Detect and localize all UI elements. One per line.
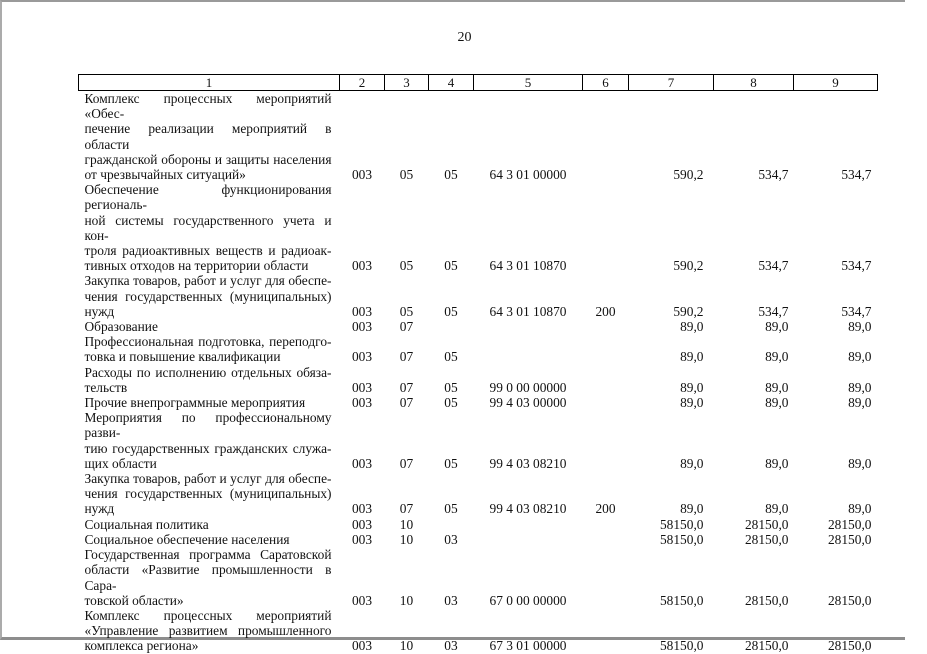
cell-amount-col9: 89,0: [848, 349, 872, 365]
cell-target-article: 99 4 03 08210: [489, 455, 567, 471]
cell-expense-type: [583, 517, 629, 532]
expense-name-line: Государственная программа Саратовской: [84, 547, 332, 563]
cell-target-article: [474, 334, 583, 364]
cell-amount-col8: 534,7: [758, 167, 789, 183]
table-row: [79, 517, 878, 532]
page-number: 20: [457, 30, 472, 45]
expense-name-line: Расходы по исполнению отдельных обяза-: [84, 364, 332, 380]
cell-grbs-code: 003: [351, 167, 373, 183]
expense-name-line: тию государственных гражданских служа-: [84, 440, 332, 456]
expense-name-line: товской области»: [84, 592, 184, 608]
cell-amount-col9: 89,0: [848, 395, 872, 411]
table-row: [79, 471, 878, 517]
expense-name-line: нужд: [84, 303, 115, 319]
table-row: [79, 410, 878, 471]
table-header-row: [79, 75, 878, 91]
column-header-1: 1: [79, 75, 340, 91]
cell-expense-name: [79, 471, 340, 517]
column-header-9: 9: [794, 75, 878, 91]
cell-subsection-code: 05: [444, 395, 458, 411]
cell-grbs-code: 003: [351, 592, 373, 608]
cell-expense-type: [583, 547, 629, 608]
table-row: [79, 608, 878, 654]
expense-name-line: комплекса региона»: [84, 638, 199, 654]
cell-expense-name: [79, 319, 340, 334]
cell-expense-type: [583, 532, 629, 547]
expense-name-line: нужд: [84, 501, 115, 517]
cell-amount-col8: 28150,0: [744, 531, 789, 547]
cell-amount-col9: 89,0: [848, 455, 872, 471]
expense-name-line: Комплекс процессных мероприятий: [84, 607, 332, 623]
cell-amount-col7: 590,2: [673, 303, 704, 319]
cell-section-code: 10: [399, 592, 414, 608]
cell-section-code: 07: [399, 349, 414, 365]
expense-name-line: «Управление развитием промышленного: [84, 623, 332, 639]
cell-grbs-code: 003: [351, 516, 373, 532]
cell-amount-col9: 534,7: [841, 167, 872, 183]
cell-subsection-code: 03: [444, 592, 458, 608]
expense-name-line: Социальная политика: [84, 516, 209, 532]
cell-amount-col7: 89,0: [680, 395, 704, 411]
column-header-5: 5: [474, 75, 583, 91]
cell-expense-name: [79, 182, 340, 273]
cell-grbs-code: 003: [351, 303, 373, 319]
cell-amount-col7: 89,0: [680, 455, 704, 471]
column-header-6: 6: [583, 75, 629, 91]
expense-name-line: тивных отходов на территории области: [84, 258, 309, 274]
table-row: [79, 319, 878, 334]
cell-target-article: [474, 319, 583, 334]
cell-section-code: 07: [399, 395, 414, 411]
cell-grbs-code: 003: [351, 379, 373, 395]
cell-amount-col7: 58150,0: [659, 638, 704, 654]
cell-target-article: 99 4 03 00000: [489, 395, 567, 411]
cell-subsection-code: 05: [444, 455, 458, 471]
table-header: [79, 75, 878, 91]
cell-amount-col9: 28150,0: [827, 516, 872, 532]
cell-expense-type: [583, 608, 629, 654]
expense-name-line: Мероприятия по профессиональному разви-: [84, 410, 332, 441]
cell-expense-type: 200: [595, 303, 616, 319]
cell-grbs-code: 003: [351, 455, 373, 471]
table-row: [79, 395, 878, 410]
cell-subsection-code: 05: [444, 379, 458, 395]
expense-name-line: Профессиональная подготовка, переподго-: [84, 334, 332, 350]
expense-name-line: щих области: [84, 455, 157, 471]
table-row: [79, 334, 878, 364]
cell-expense-type: [583, 365, 629, 395]
cell-expense-type: [583, 182, 629, 273]
table-row: [79, 547, 878, 608]
budget-table: [78, 74, 878, 654]
cell-subsection-code: [429, 517, 474, 532]
cell-section-code: 07: [399, 501, 414, 517]
cell-amount-col7: 58150,0: [659, 592, 704, 608]
table-row: [79, 182, 878, 273]
expense-name-line: ной системы государственного учета и кон-: [84, 212, 332, 243]
cell-amount-col7: 590,2: [673, 258, 704, 274]
cell-expense-name: [79, 91, 340, 183]
table-row: [79, 365, 878, 395]
cell-amount-col9: 534,7: [841, 258, 872, 274]
cell-amount-col7: 89,0: [680, 501, 704, 517]
cell-subsection-code: 03: [444, 531, 458, 547]
cell-amount-col7: 89,0: [680, 319, 704, 335]
expense-name-line: печение реализации мероприятий в области: [84, 121, 332, 152]
cell-amount-col8: 89,0: [765, 501, 789, 517]
cell-expense-type: 200: [595, 501, 616, 517]
cell-subsection-code: 05: [444, 167, 458, 183]
cell-section-code: 10: [399, 516, 414, 532]
cell-amount-col8: 28150,0: [744, 638, 789, 654]
cell-expense-name: [79, 365, 340, 395]
cell-section-code: 05: [399, 303, 414, 319]
expense-name-line: Образование: [84, 319, 158, 335]
cell-amount-col8: 534,7: [758, 303, 789, 319]
cell-section-code: 07: [399, 379, 414, 395]
cell-expense-name: [79, 517, 340, 532]
cell-target-article: [474, 532, 583, 547]
cell-target-article: 99 4 03 08210: [489, 501, 567, 517]
cell-section-code: 10: [399, 531, 414, 547]
cell-grbs-code: 003: [351, 258, 373, 274]
cell-section-code: 05: [399, 167, 414, 183]
cell-amount-col8: 89,0: [765, 379, 789, 395]
column-header-8: 8: [714, 75, 794, 91]
cell-amount-col7: 89,0: [680, 349, 704, 365]
cell-amount-col8: 89,0: [765, 455, 789, 471]
cell-amount-col7: 58150,0: [659, 531, 704, 547]
cell-amount-col9: 89,0: [848, 319, 872, 335]
cell-target-article: 64 3 01 00000: [489, 167, 567, 183]
expense-name-line: чения государственных (муниципальных): [84, 486, 332, 502]
cell-expense-name: [79, 547, 340, 608]
cell-expense-type: [583, 319, 629, 334]
cell-grbs-code: 003: [351, 501, 373, 517]
cell-amount-col9: 89,0: [848, 379, 872, 395]
cell-subsection-code: 05: [444, 501, 458, 517]
cell-expense-type: [583, 410, 629, 471]
cell-subsection-code: [429, 319, 474, 334]
cell-amount-col9: 28150,0: [827, 592, 872, 608]
cell-subsection-code: 05: [444, 349, 458, 365]
cell-expense-name: [79, 532, 340, 547]
column-header-2: 2: [340, 75, 385, 91]
cell-amount-col9: 28150,0: [827, 531, 872, 547]
expense-name-line: Закупка товаров, работ и услуг для обеспе-: [84, 471, 332, 487]
cell-amount-col8: 28150,0: [744, 516, 789, 532]
expense-name-line: Социальное обеспечение населения: [84, 531, 290, 547]
column-header-7: 7: [629, 75, 714, 91]
expense-name-line: области «Развитие промышленности в Сара-: [84, 562, 332, 593]
cell-subsection-code: 03: [444, 638, 458, 654]
cell-expense-name: [79, 273, 340, 319]
column-header-4: 4: [429, 75, 474, 91]
cell-subsection-code: 05: [444, 303, 458, 319]
cell-subsection-code: 05: [444, 258, 458, 274]
cell-expense-name: [79, 334, 340, 364]
cell-amount-col8: 534,7: [758, 258, 789, 274]
cell-target-article: 64 3 01 10870: [489, 303, 567, 319]
cell-grbs-code: 003: [351, 531, 373, 547]
expense-name-line: Прочие внепрограммные мероприятия: [84, 395, 306, 411]
cell-section-code: 07: [399, 319, 414, 335]
cell-section-code: 07: [399, 455, 414, 471]
cell-amount-col8: 89,0: [765, 319, 789, 335]
cell-amount-col7: 58150,0: [659, 516, 704, 532]
expense-name-line: чения государственных (муниципальных): [84, 288, 332, 304]
cell-expense-type: [583, 395, 629, 410]
cell-amount-col9: 89,0: [848, 501, 872, 517]
cell-target-article: 67 0 00 00000: [489, 592, 567, 608]
expense-name-line: гражданской обороны и защиты населения: [84, 151, 332, 167]
expense-name-line: от чрезвычайных ситуаций»: [84, 167, 246, 183]
cell-amount-col8: 89,0: [765, 395, 789, 411]
expense-name-line: Комплекс процессных мероприятий «Обес-: [84, 91, 332, 122]
cell-amount-col8: 89,0: [765, 349, 789, 365]
cell-target-article: [474, 517, 583, 532]
cell-section-code: 05: [399, 258, 414, 274]
cell-section-code: 10: [399, 638, 414, 654]
cell-expense-name: [79, 395, 340, 410]
cell-grbs-code: 003: [351, 395, 373, 411]
cell-amount-col9: 534,7: [841, 303, 872, 319]
expense-name-line: Закупка товаров, работ и услуг для обеспе-: [84, 273, 332, 289]
cell-expense-name: [79, 608, 340, 654]
table-row: [79, 532, 878, 547]
cell-amount-col8: 28150,0: [744, 592, 789, 608]
cell-grbs-code: 003: [351, 349, 373, 365]
cell-expense-type: [583, 91, 629, 183]
table-body: [79, 91, 878, 654]
table-row: [79, 91, 878, 183]
cell-target-article: 64 3 01 10870: [489, 258, 567, 274]
table-row: [79, 273, 878, 319]
cell-grbs-code: 003: [351, 638, 373, 654]
column-header-3: 3: [385, 75, 429, 91]
cell-amount-col9: 28150,0: [827, 638, 872, 654]
cell-amount-col7: 590,2: [673, 167, 704, 183]
cell-expense-type: [583, 334, 629, 364]
cell-grbs-code: 003: [351, 319, 373, 335]
cell-expense-name: [79, 410, 340, 471]
cell-amount-col7: 89,0: [680, 379, 704, 395]
expense-name-line: товка и повышение квалификации: [84, 349, 281, 365]
expense-name-line: тельств: [84, 379, 128, 395]
expense-name-line: троля радиоактивных веществ и радиоак-: [84, 243, 332, 259]
cell-target-article: 99 0 00 00000: [489, 379, 567, 395]
cell-target-article: 67 3 01 00000: [489, 638, 567, 654]
expense-name-line: Обеспечение функционирования региональ-: [84, 182, 332, 213]
